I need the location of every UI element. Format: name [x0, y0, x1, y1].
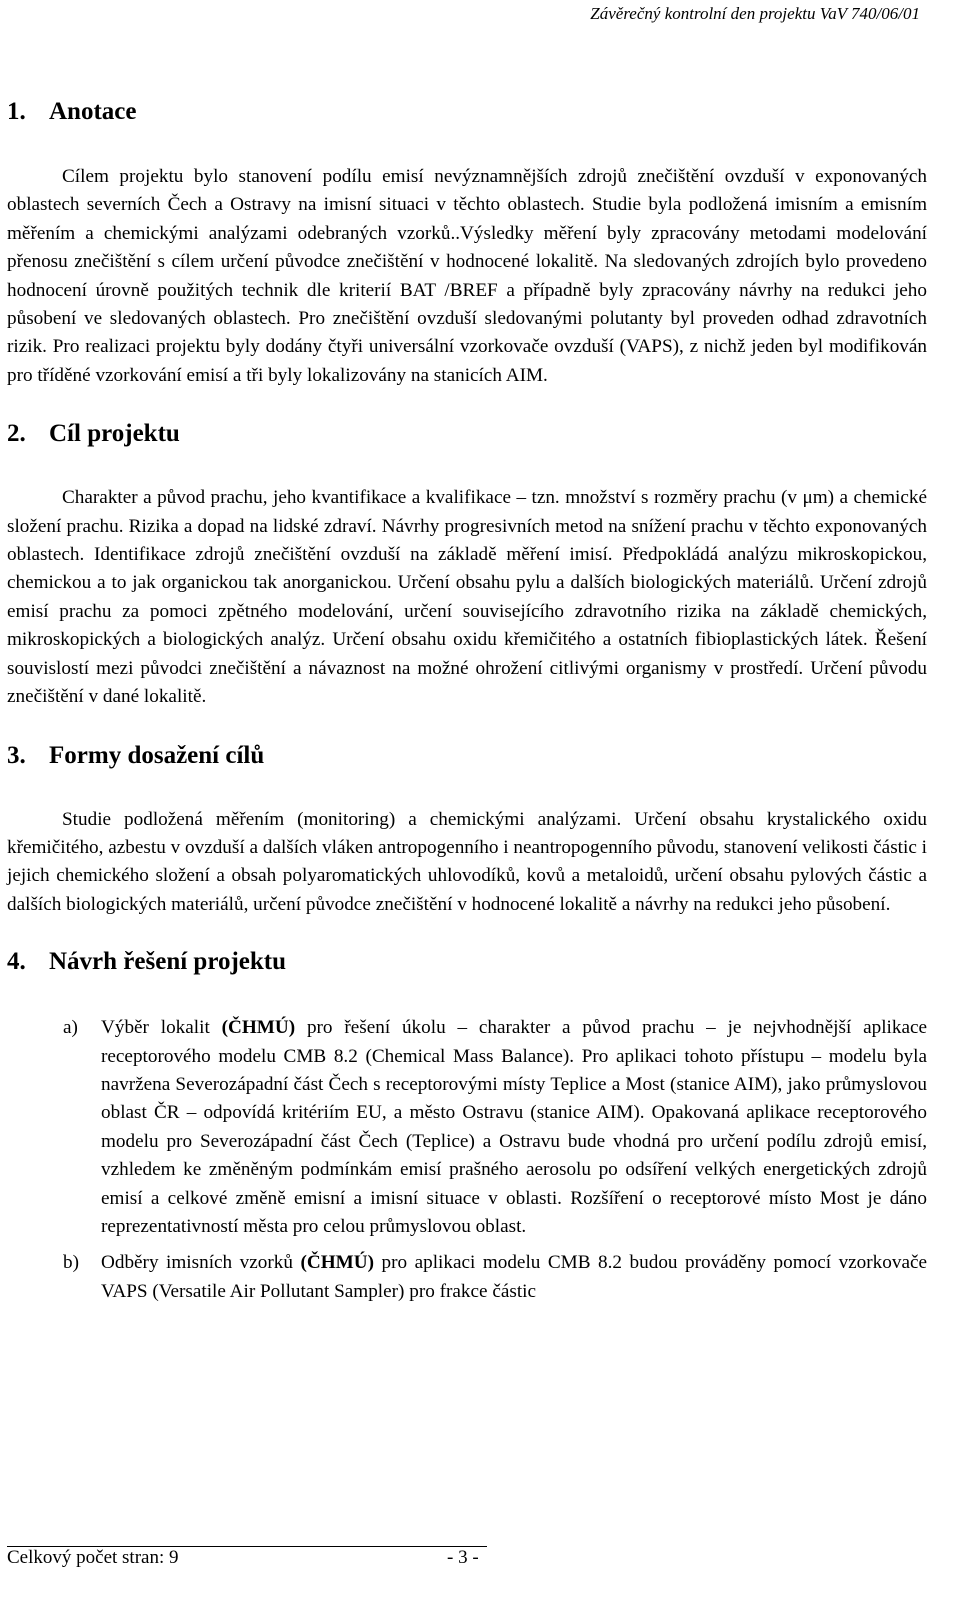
section-title: Cíl projektu — [49, 420, 180, 448]
solution-list — [7, 1014, 927, 1306]
section-paragraph: Charakter a původ prachu, jeho kvantifikace a kvalifikace – tzn. množství s rozměry prachu (v μm) a chemické složení prachu. Rizika a dopad na lidské zdraví. Návrhy progresivních metod na snížení prachu v těchto exponovaných oblastech. Identifikace zdrojů znečištění ovzduší na základě měření imisí. Předpokládá analýzu mikroskopickou, chemickou a to jak organickou tak anorganickou. Určení obsahu pylu a dalších biologických materiálů. Určení zdrojů emisí prachu za pomoci zpětného modelování, určení souvisejícího zdravotního rizika na základě chemických, mikroskopických a biologických analýz. Určení obsahu oxidu křemičitého a ostatních fibioplastických látek. Řešení souvislostí mezi původci znečištění a návaznost na možné ohrožení citlivými organismy v prostředí. Určení původu znečištění v dané lokalitě. — [7, 487, 927, 708]
list-marker: b) — [63, 1252, 79, 1274]
item-text: pro aplikaci modelu CMB 8.2 budou prováděny pomocí vzorkovače VAPS (Versatile Air Pollutant Sampler) pro frakce částic — [101, 1252, 927, 1302]
total-pages: Celkový počet stran: 9 — [7, 1547, 179, 1568]
item-emphasis: (ČHMÚ) — [300, 1252, 374, 1274]
document-body — [7, 88, 927, 1314]
list-item — [7, 1014, 927, 1241]
page-number: - 3 - — [447, 1547, 479, 1568]
item-emphasis: (ČHMÚ) — [221, 1017, 296, 1039]
running-header: Závěrečný kontrolní den projektu VaV 740/06/01 — [590, 4, 920, 23]
section-paragraph: Cílem projektu bylo stanovení podílu emisí nevýznamnějších zdrojů znečištění ovzduší v exponovaných oblastech severních Čech a Ostravy na imisní situaci v těchto oblastech. Studie byla podložená imisním a emisním měřením a chemickými analýzami odebraných vzorků..Výsledky měření byly zpracovány metodami modelování přenosu znečištění s cílem určení původce znečištění v hodnocené lokalitě. Na sledovaných zdrojích bylo provedeno hodnocení úrovně použitých technik dle kriterií BAT /BREF a případně byly zpracovány návrhy na redukci jeho působení ve sledovaných oblastech. Pro znečištění ovzduší sledovanými polutanty byl proveden odhad zdravotních rizik. Pro realizaci projektu byly dodány čtyři universální vzorkovače ovzduší (VAPS), z nichž jeden byl modifikován pro tříděné vzorkování emisí a tři byly lokalizovány na stanicích AIM. — [7, 166, 927, 386]
item-text: Odběry imisních vzorků — [101, 1252, 301, 1274]
page-footer — [7, 1546, 487, 1569]
section-title: Anotace — [49, 98, 137, 125]
section-heading — [7, 90, 927, 134]
section-number: 4. — [7, 948, 26, 976]
item-text: Výběr lokalit — [101, 1017, 222, 1039]
item-text: pro řešení úkolu – charakter a původ prachu – je nejvhodnější aplikace receptorového modelu CMB 8.2 (Chemical Mass Balance). Pro aplikaci tohoto přístupu – modelu byla navržena Severozápadní část Čech s receptorovými místy Teplice a Most (stanice AIM), jako průmyslovou oblast ČR – odpovídá kritériím EU, a město Ostravu (stanice AIM). Opakovaná aplikace receptorového modelu pro Severozápadní část Čech (Teplice) a Ostravu bude vhodná pro určení podílu zdrojů emisí, vzhledem ke změněným podmínkám emisí prašného aerosolu po odsíření velkých energetických zdrojů emisí a celkové změně emisní a imisní situace v oblasti. Rozšíření o receptorové místo Most je dáno reprezentativností města pro celou průmyslovou oblast. — [101, 1017, 928, 1237]
section-title: Formy dosažení cílů — [49, 741, 265, 769]
section-number: 1. — [7, 98, 26, 125]
section-heading — [7, 940, 927, 984]
section-paragraph: Studie podložená měřením (monitoring) a chemickými analýzami. Určení obsahu krystalického oxidu křemičitého, azbestu v ovzduší a dalších vláken antropogenního i neantropogenního původu, stanovení velikosti částic i jejich chemického složení a obsah polyaromatických uhlovodíků, kovů a metaloidů, určení obsahu pylových částic a dalších biologických materiálů, určení původce znečištění v hodnocené lokalitě a návrhy na redukci jeho působení. — [7, 808, 927, 915]
list-item — [7, 1249, 927, 1306]
section-heading — [7, 734, 927, 778]
list-marker: a) — [63, 1017, 78, 1039]
section-heading — [7, 412, 927, 456]
section-number: 2. — [7, 420, 26, 448]
section-number: 3. — [7, 741, 26, 769]
section-title: Návrh řešení projektu — [49, 948, 287, 976]
